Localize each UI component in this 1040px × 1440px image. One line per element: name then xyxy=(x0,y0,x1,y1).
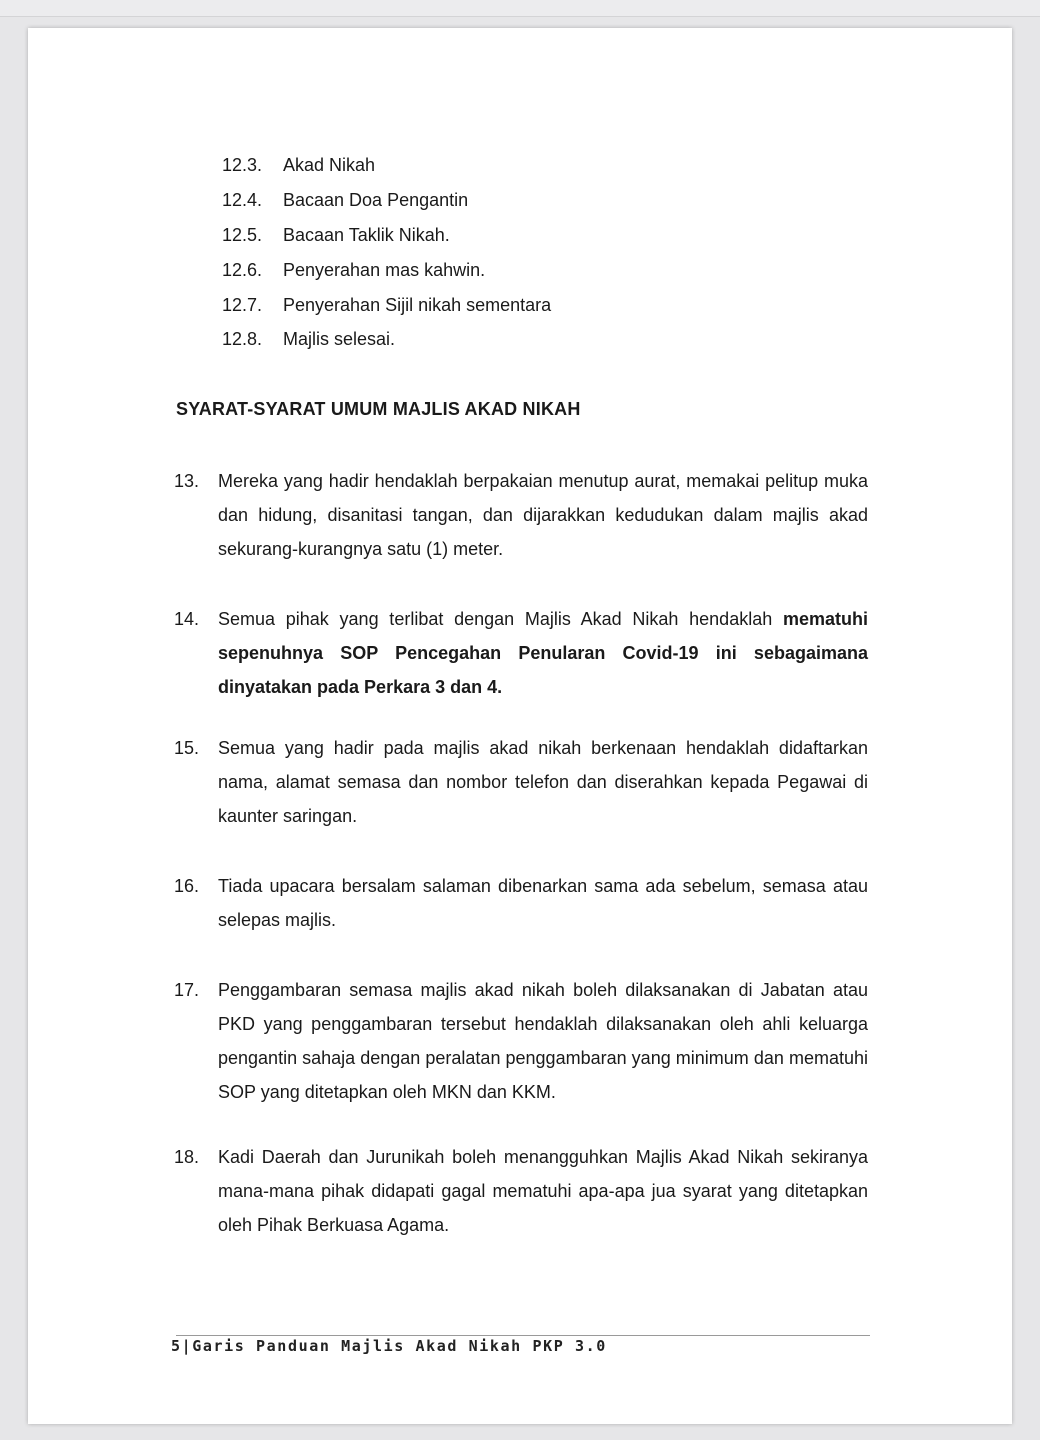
sub-item-text: Penyerahan Sijil nikah sementara xyxy=(283,295,552,315)
paragraph-text: Penggambaran semasa majlis akad nikah boleh dilaksanakan di Jabatan atau PKD yang penggambaran tersebut hendaklah dilaksanakan oleh ahli keluarga pengantin sahaja dengan peralatan penggambaran yang minimum dan mematuhi SOP yang ditetapkan oleh MKN dan KKM. xyxy=(218,980,868,1102)
sub-item-number: 12.6. xyxy=(222,260,263,280)
page-footer: 5|Garis Panduan Majlis Akad Nikah PKP 3.0 xyxy=(171,1337,607,1355)
sub-item-text: Majlis selesai. xyxy=(283,329,396,349)
paragraph-text-bold: mematuhi sepenuhnya SOP Pencegahan Penularan Covid-19 ini sebagaimana dinyatakan pada Perkara 3 dan 4. xyxy=(218,609,868,697)
paragraph-text: Tiada upacara bersalam salaman dibenarkan sama ada sebelum, semasa atau selepas majlis. xyxy=(218,876,868,930)
paragraph-text: Semua yang hadir pada majlis akad nikah berkenaan hendaklah didaftarkan nama, alamat semasa dan nombor telefon dan diserahkan kepada Pegawai di kaunter saringan. xyxy=(218,738,868,826)
footer-divider xyxy=(176,1335,870,1336)
paragraph-16 xyxy=(174,869,868,937)
sub-item-number: 12.5. xyxy=(222,225,263,245)
paragraph-text-plain: Semua pihak yang terlibat dengan Majlis Akad Nikah hendaklah xyxy=(218,609,783,629)
paragraph-13 xyxy=(174,464,868,566)
sub-item-text: Bacaan Taklik Nikah. xyxy=(283,225,450,245)
sub-item-number: 12.4. xyxy=(222,190,263,210)
paragraph-text: Mereka yang hadir hendaklah berpakaian menutup aurat, memakai pelitup muka dan hidung, disanitasi tangan, dan dijarakkan kedudukan dalam majlis akad sekurang-kurangnya satu (1) meter. xyxy=(218,471,868,559)
sub-item-number: 12.7. xyxy=(222,295,263,315)
list-item xyxy=(222,328,395,350)
list-item xyxy=(222,224,450,246)
sub-item-number: 12.8. xyxy=(222,329,263,349)
paragraph-15 xyxy=(174,731,868,833)
paragraph-number: 15. xyxy=(174,738,200,758)
list-item xyxy=(222,259,485,281)
paragraph-number: 16. xyxy=(174,876,200,896)
paragraph-text: Kadi Daerah dan Jurunikah boleh menangguhkan Majlis Akad Nikah sekiranya mana-mana pihak didapati gagal mematuhi apa-apa jua syarat yang ditetapkan oleh Pihak Berkuasa Agama. xyxy=(218,1147,868,1235)
paragraph-number: 14. xyxy=(174,609,200,629)
list-item xyxy=(222,294,551,316)
top-strip xyxy=(0,0,1040,17)
sub-item-text: Penyerahan mas kahwin. xyxy=(283,260,486,280)
paragraph-text xyxy=(218,602,868,704)
sub-item-text: Bacaan Doa Pengantin xyxy=(283,190,469,210)
sub-item-number: 12.3. xyxy=(222,155,263,175)
document-page xyxy=(28,28,1012,1424)
paragraph-17 xyxy=(174,973,868,1109)
paragraph-14 xyxy=(174,602,868,704)
list-item xyxy=(222,189,468,211)
sub-item-text: Akad Nikah xyxy=(283,155,376,175)
paragraph-number: 17. xyxy=(174,980,200,1000)
section-heading: SYARAT-SYARAT UMUM MAJLIS AKAD NIKAH xyxy=(176,399,581,419)
paragraph-18 xyxy=(174,1140,868,1242)
paragraph-number: 18. xyxy=(174,1147,200,1167)
list-item xyxy=(222,154,375,176)
paragraph-number: 13. xyxy=(174,471,200,491)
